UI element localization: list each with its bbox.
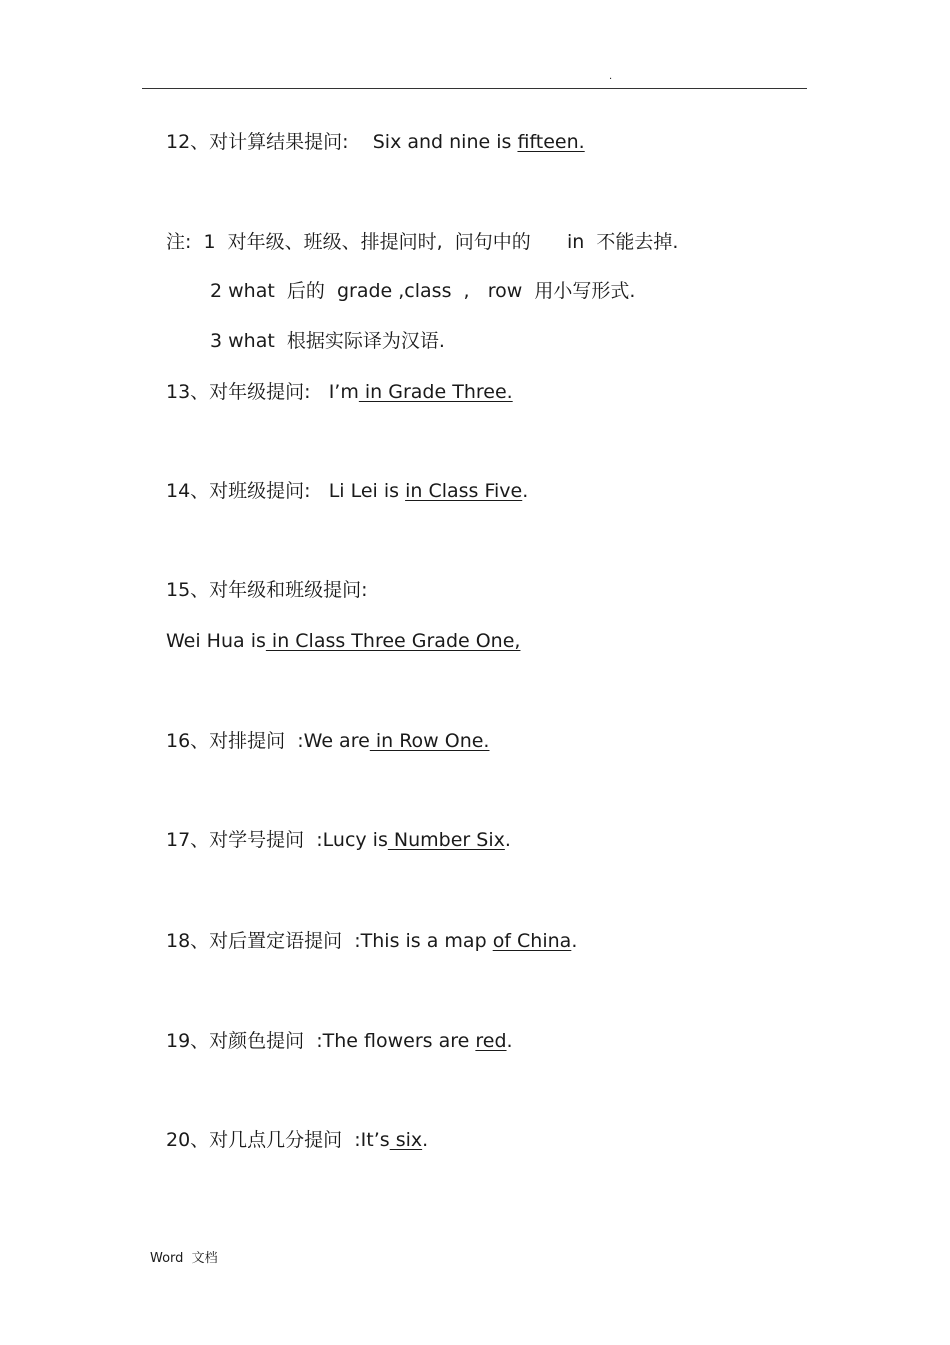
note-2: 2 what 后的 grade ,class , row 用小写形式.: [210, 280, 636, 302]
question-text: 20、对几点几分提问 :It’s: [166, 1129, 390, 1151]
question-15-sentence: [166, 629, 520, 653]
underlined-answer: six: [389, 1129, 423, 1151]
underlined-answer: in Row One.: [369, 730, 490, 752]
question-15: [166, 578, 368, 602]
underlined-answer: red: [475, 1030, 507, 1052]
underlined-answer: in Grade Three.: [358, 381, 513, 403]
underlined-answer: Number Six: [387, 829, 505, 851]
question-suffix: .: [422, 1129, 429, 1151]
question-suffix: .: [504, 829, 511, 851]
question-text: 18、对后置定语提问 :This is a map: [166, 930, 493, 952]
note-3: 3 what 根据实际译为汉语.: [210, 330, 445, 352]
page-footer: Word 文档: [150, 1251, 218, 1266]
question-text: 13、对年级提问: I’m: [166, 381, 359, 403]
underlined-answer: in Class Three Grade One,: [265, 630, 521, 652]
question-text: 19、对颜色提问 :The flowers are: [166, 1030, 476, 1052]
question-text: Wei Hua is: [166, 630, 266, 652]
question-19: [166, 1029, 513, 1053]
question-text: 15、对年级和班级提问:: [166, 579, 368, 601]
question-13: [166, 380, 513, 404]
question-17: [166, 828, 511, 852]
question-suffix: .: [522, 480, 529, 502]
question-16: [166, 729, 489, 753]
underlined-answer: in Class Five: [405, 480, 523, 502]
question-18: [166, 929, 577, 953]
question-text: 14、对班级提问: Li Lei is: [166, 480, 406, 502]
header-rule: [142, 88, 807, 89]
question-text: 16、对排提问 :We are: [166, 730, 370, 752]
underlined-answer: fifteen.: [517, 131, 585, 153]
question-20: [166, 1128, 428, 1152]
header-dot: .: [609, 71, 613, 82]
underlined-answer: of China: [492, 930, 572, 952]
question-text: 17、对学号提问 :Lucy is: [166, 829, 388, 851]
question-12: [166, 130, 585, 154]
note-1: 注: 1 对年级、班级、排提问时, 问句中的 in 不能去掉.: [166, 231, 679, 253]
question-14: [166, 479, 528, 503]
question-text: 12、对计算结果提问: Six and nine is: [166, 131, 518, 153]
question-suffix: .: [571, 930, 578, 952]
question-suffix: .: [506, 1030, 513, 1052]
